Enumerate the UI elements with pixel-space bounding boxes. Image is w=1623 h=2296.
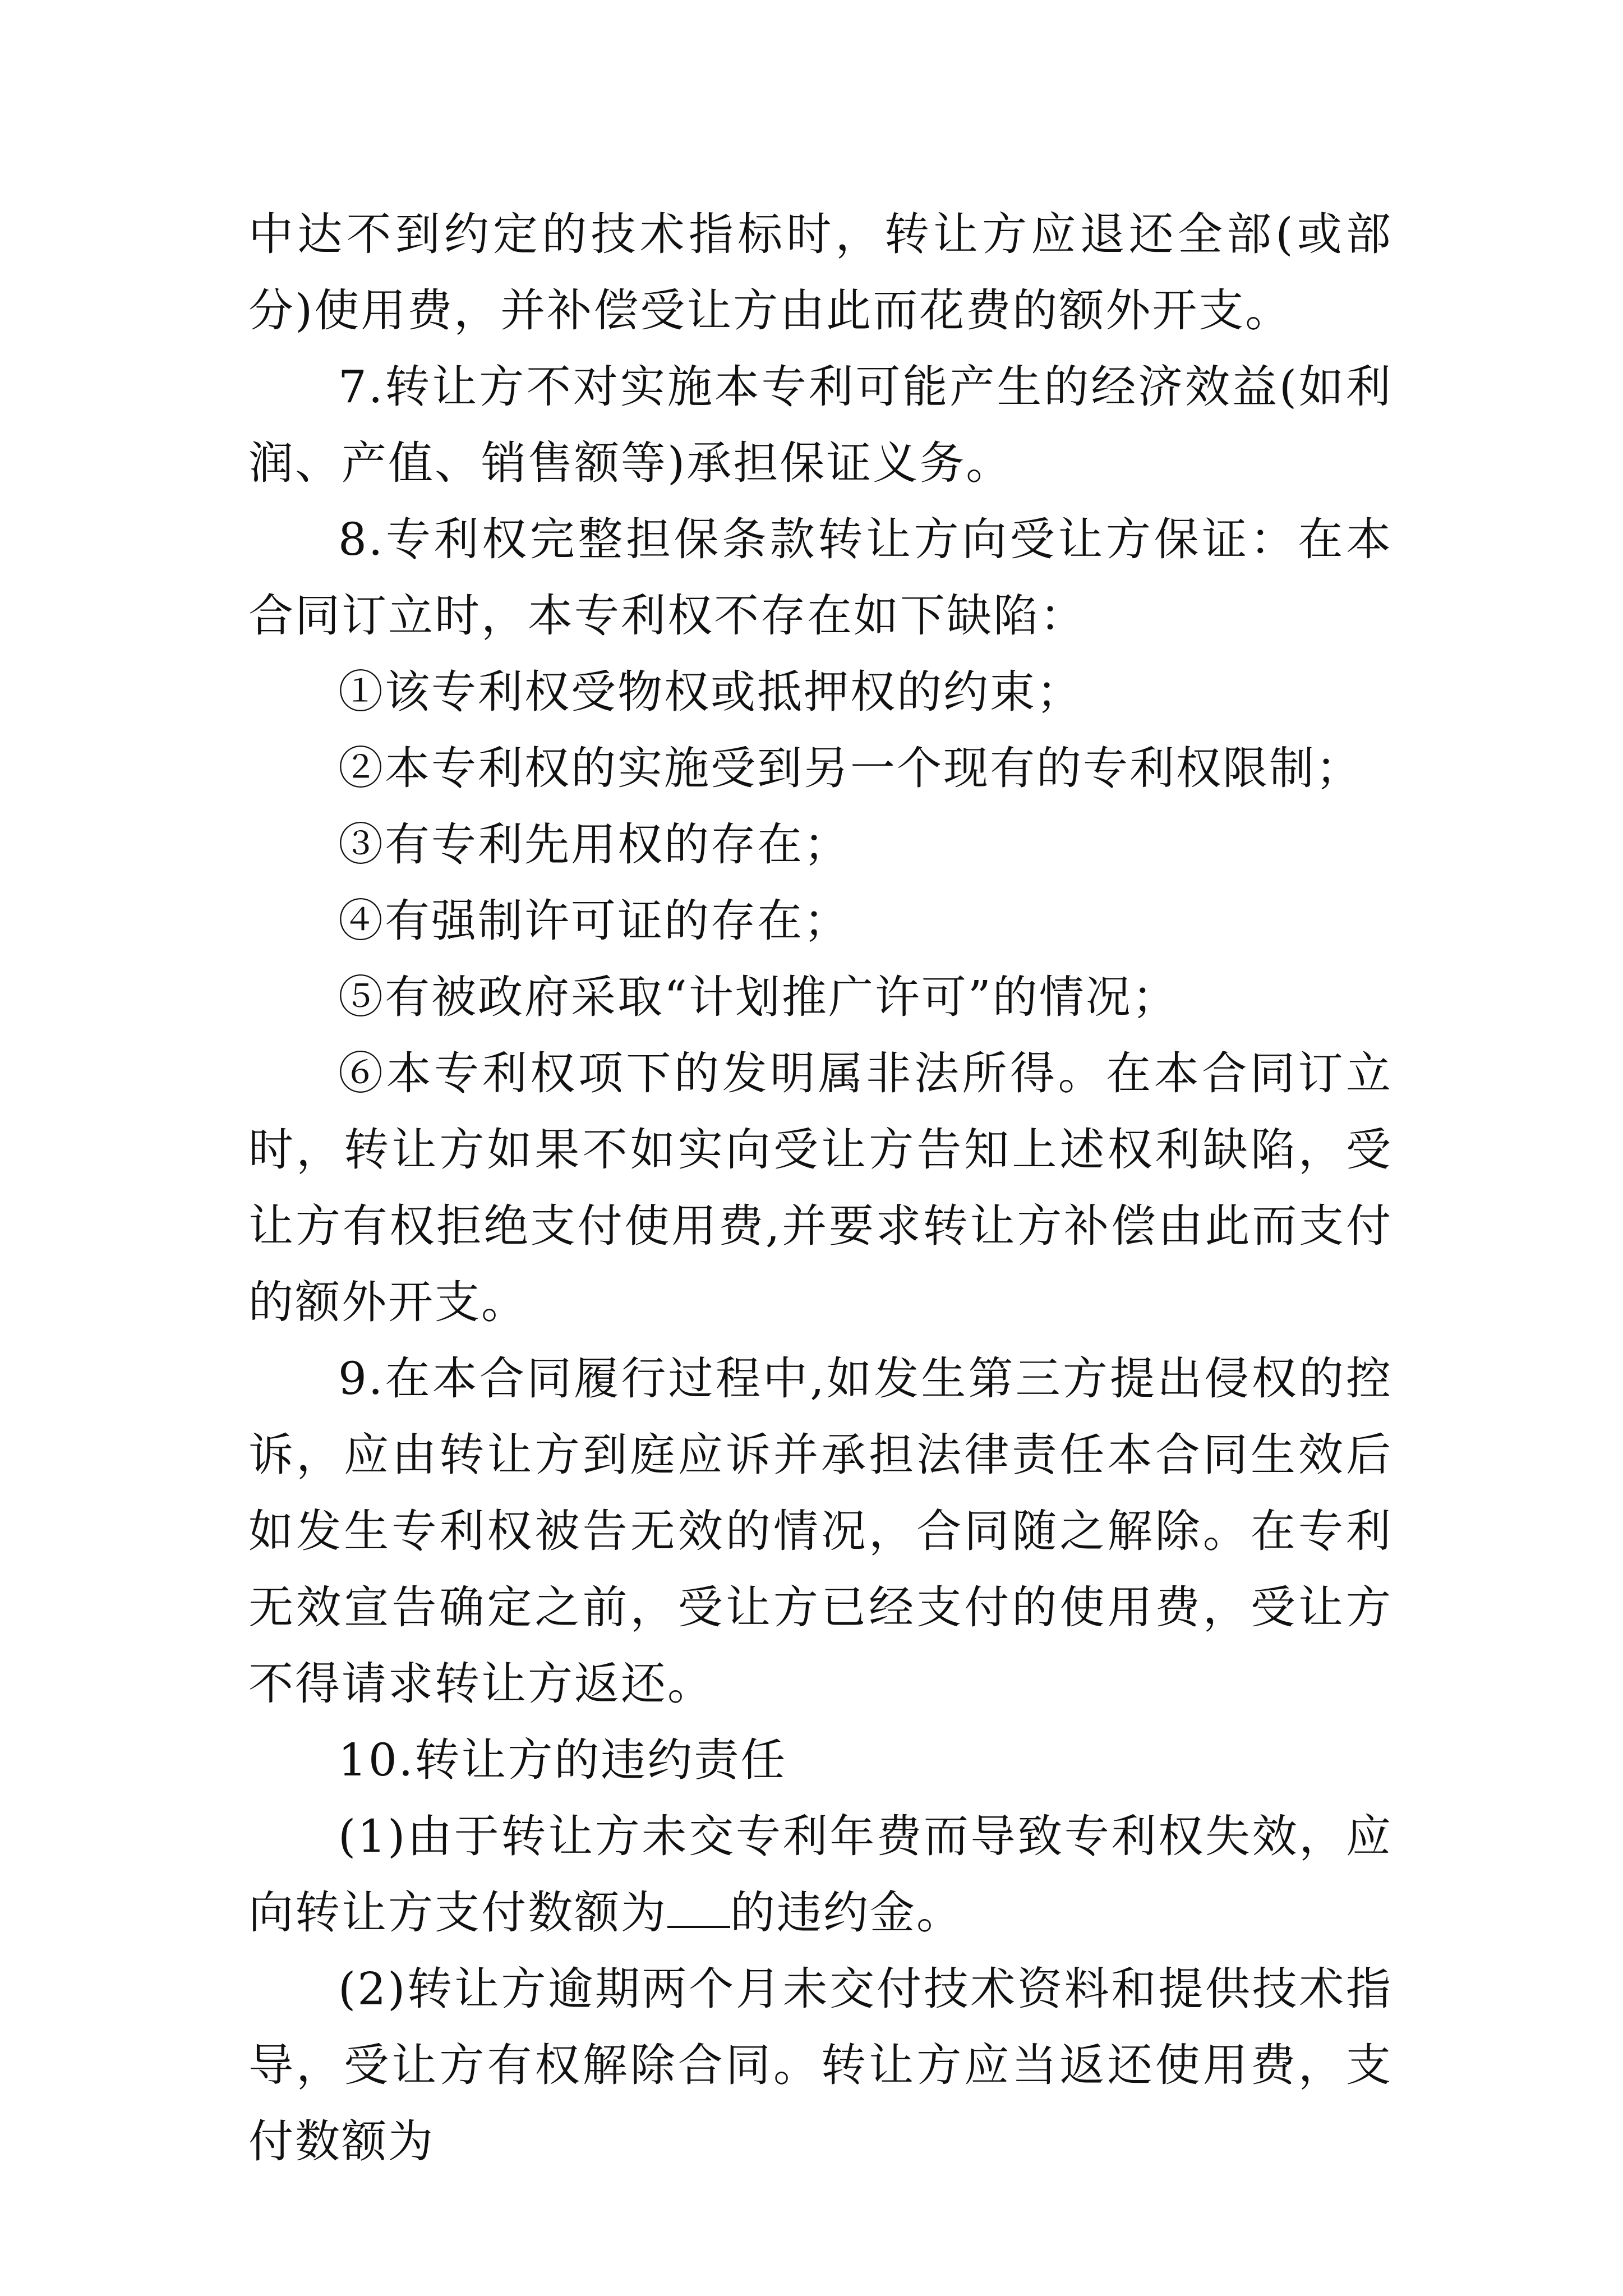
clause-10-item-1-after: 的违约金。 [730,1887,963,1939]
clause-9: 9.在本合同履行过程中,如发生第三方提出侵权的控诉，应由转让方到庭应诉并承担法律责任本合同生效后如发生专利权被告无效的情况，合同随之解除。在专利无效宣告确定之前，受让方已经支付的使用费，受让方不得请求转让方返还。 [248,1352,1393,1710]
clause-7: 7.转让方不对实施本专利可能产生的经济效益(如利润、产值、销售额等)承担保证义务。 [248,361,1393,489]
defect-item-1: ①该专利权受物权或抵押权的约束； [338,666,1083,718]
clause-8: 8.专利权完整担保条款转让方向受让方保证：在本合同订立时，本专利权不存在如下缺陷： [248,513,1393,642]
clause-10-item-1 [248,1798,1393,1951]
clause-10-item-2: (2)转让方逾期两个月未交付技术资料和提供技术指导，受让方有权解除合同。转让方应当返还使用费，支付数额为 [248,1963,1393,2168]
paragraph-continuation: 中达不到约定的技术指标时，转让方应退还全部(或部分)使用费，并补偿受让方由此而花费的额外开支。 [248,208,1393,337]
defect-item-5: ⑤有被政府采取“计划推广许可”的情况； [338,971,1179,1023]
amount-blank [667,1889,730,1928]
clause-10-item-1-before: (1)由于转让方未交专利年费而导致专利权失效，应向转让方支付数额为 [248,1810,1393,1939]
defect-item-4: ④有强制许可证的存在； [338,895,850,947]
defect-item-3: ③有专利先用权的存在； [338,818,850,871]
clause-10-heading: 10.转让方的违约责任 [338,1734,787,1786]
document-body [248,196,1393,2180]
defect-item-2: ②本专利权的实施受到另一个现有的专利权限制； [338,742,1362,794]
defect-item-6: ⑥本专利权项下的发明属非法所得。在本合同订立时，转让方如果不如实向受让方告知上述权利缺陷，受让方有权拒绝支付使用费,并要求转让方补偿由此而支付的额外开支。 [248,1047,1393,1328]
